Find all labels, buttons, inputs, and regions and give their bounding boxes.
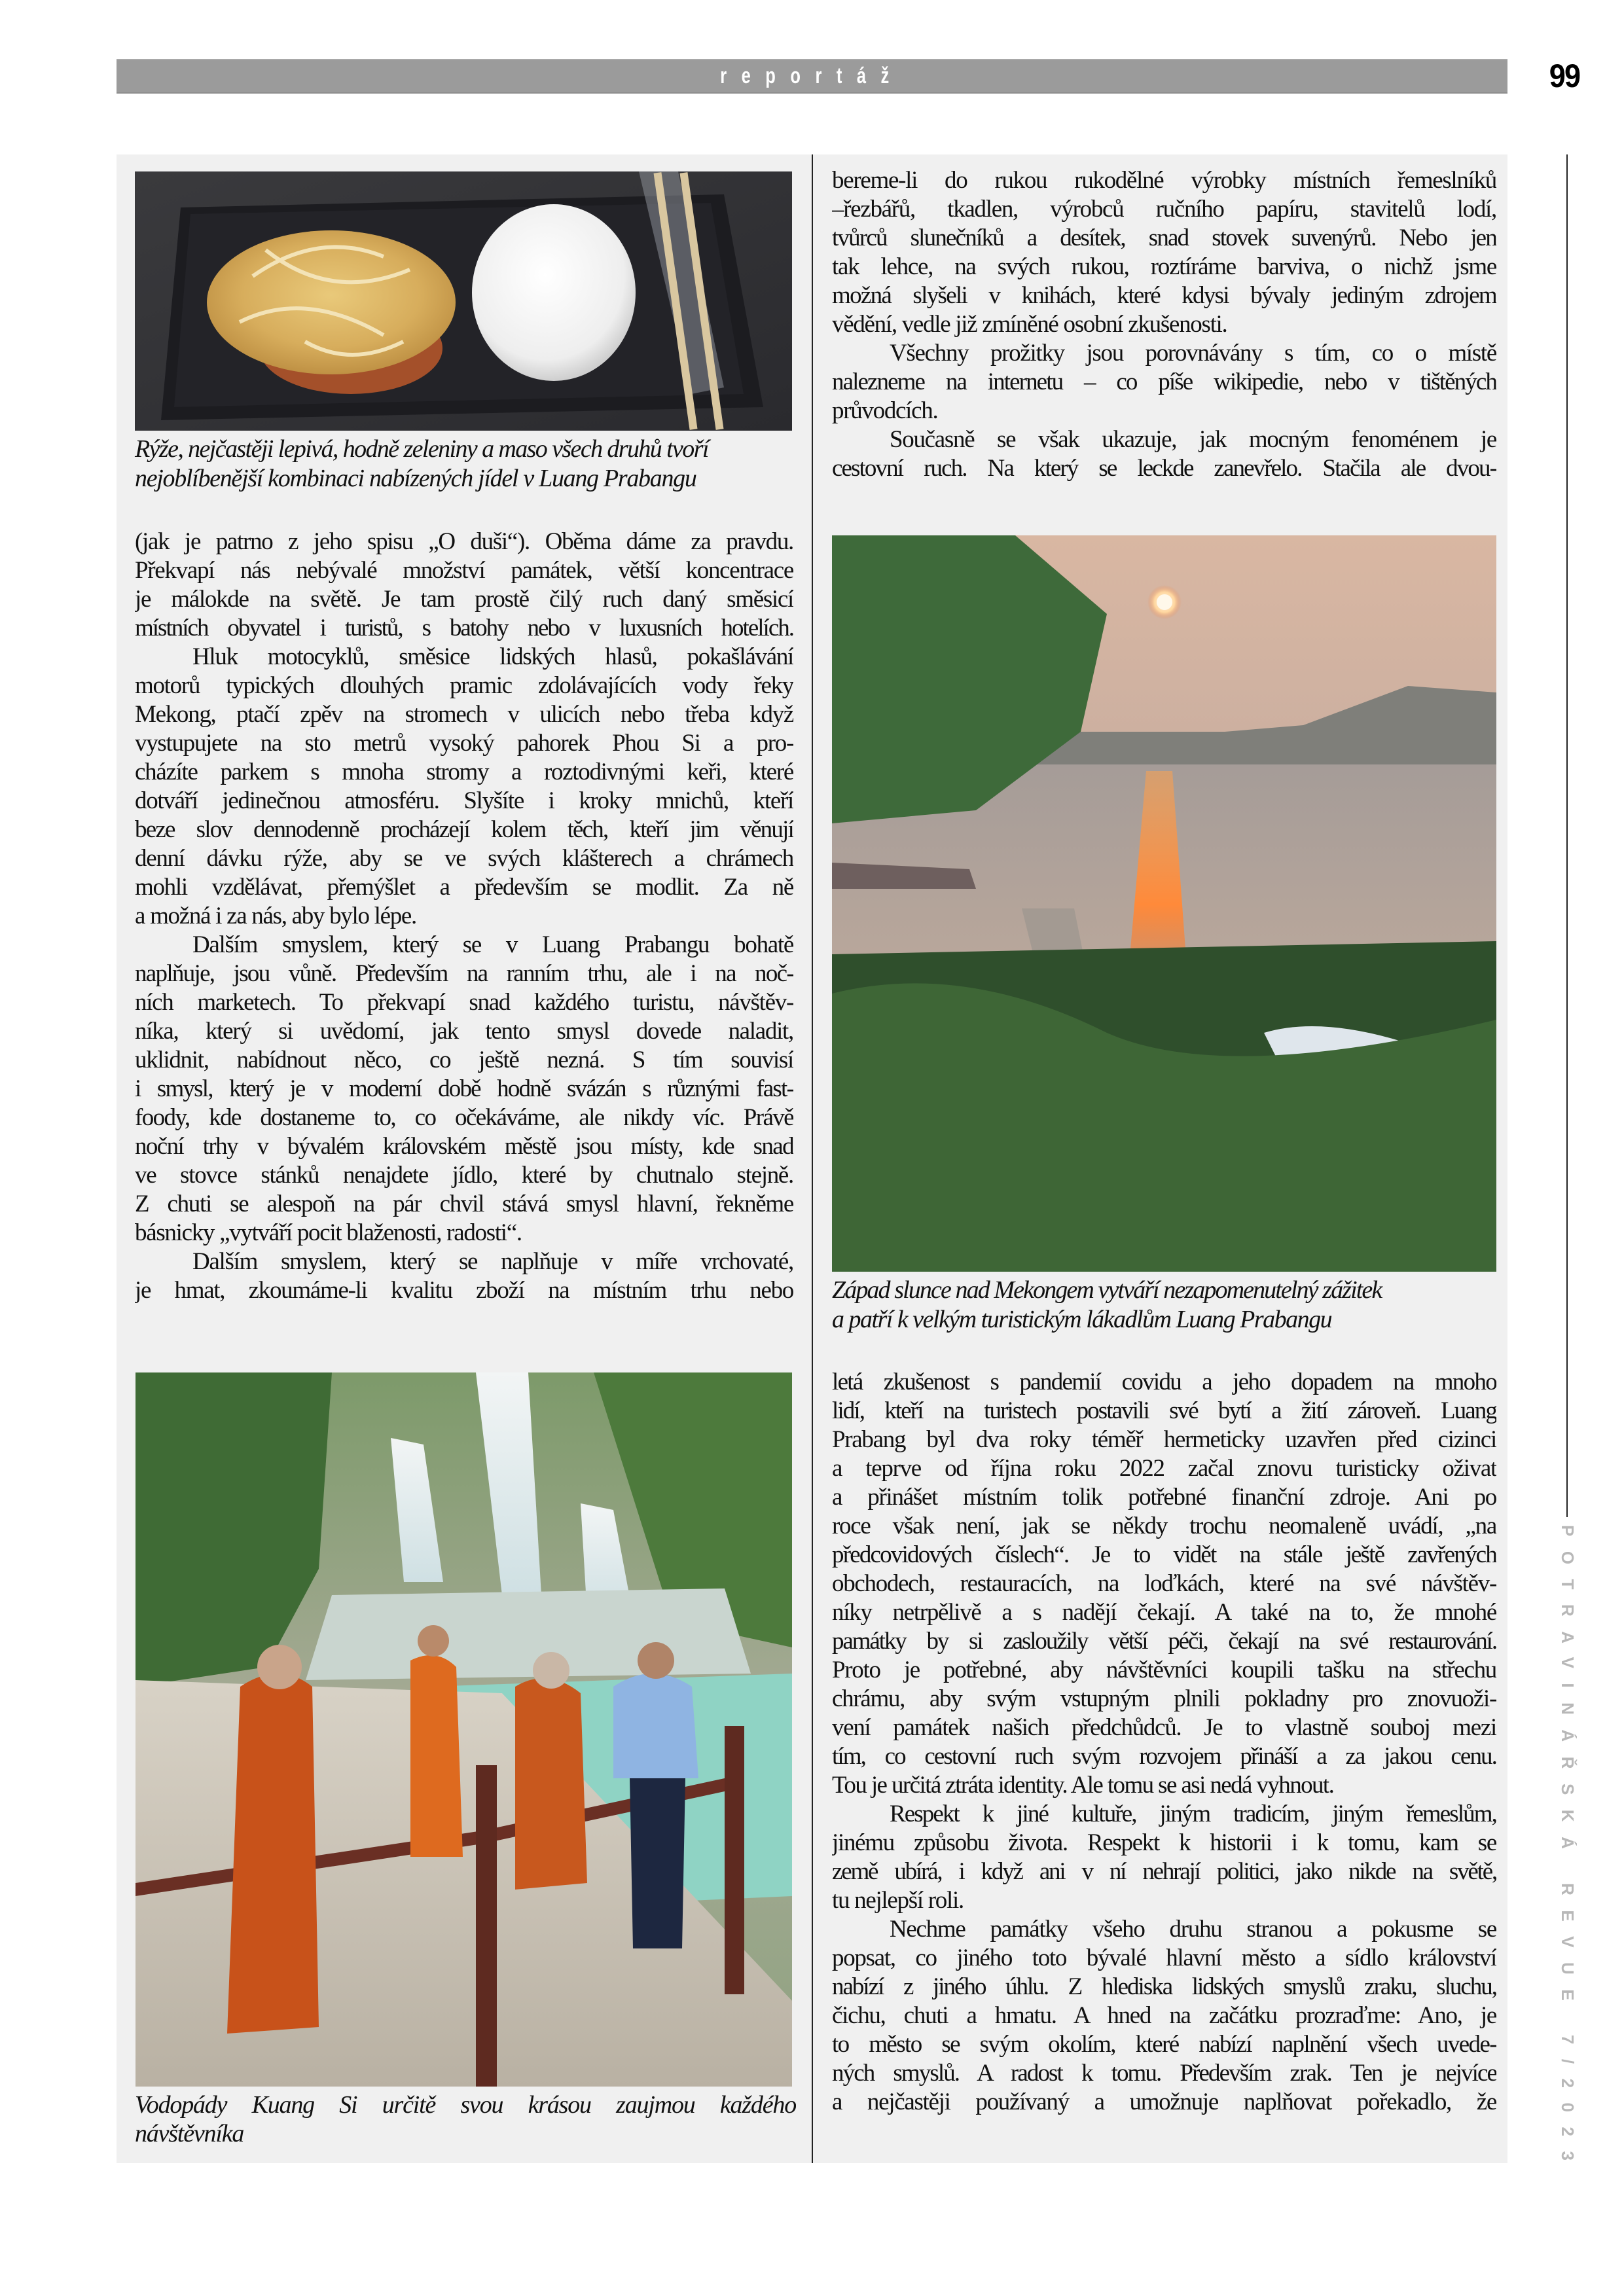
text-line: roce však není, jak se někdy trochu neomaleně uvádí, „na — [832, 1513, 1496, 1539]
text-line: tvůrců slunečníků a desítek, snad stovek suvenýrů. Nebo jen — [832, 224, 1496, 251]
text-line: foody, kde dostaneme to, co očekáváme, ale nikdy víc. Právě — [135, 1104, 793, 1131]
text-line: jinému způsobu života. Respekt k historii i k tomu, kam se — [832, 1829, 1496, 1856]
magazine-issue-label: POTRAVINÁŘSKÁ REVUE 7/2023 — [1558, 1525, 1578, 2176]
text-line: –řezbářů, tkadlen, výrobců ručního papíru, stavitelů lodí, — [832, 196, 1496, 223]
page-number: 99 — [1549, 58, 1580, 94]
text-line: Dalším smyslem, který se naplňuje v míře vrchovaté, — [192, 1248, 793, 1275]
text-line: Respekt k jiné kultuře, jiným tradicím, jiným řemeslům, — [890, 1801, 1496, 1827]
text-line: Nechme památky všeho druhu stranou a pokusme se — [890, 1916, 1496, 1943]
section-title: reportáž — [720, 63, 904, 88]
text-line: lidí, kteří na turistech postavili své bytí a žití zároveň. Luang — [832, 1397, 1496, 1424]
text-line: Proto je potřebné, aby návštěvníci koupili tašku na střechu — [832, 1657, 1496, 1683]
food-photo — [135, 171, 792, 431]
text-line: země ubírá, i když ani v ní nehrají politici, jako nikde na světě, — [832, 1858, 1496, 1885]
text-line: ních marketech. To překvapí snad každého turistu, návštěv- — [135, 989, 793, 1016]
text-line: vení památek našich předchůdců. Je to vlastně souboj mezi — [832, 1714, 1496, 1741]
text-line: památky by si zasloužily větší péči, čekají na své restaurování. — [832, 1628, 1496, 1655]
text-line: níka, který si uvědomí, jak tento smysl dovede naladit, — [135, 1018, 793, 1045]
caption-line: Vodopády Kuang Si určitě svou krásou zaujmou každého — [135, 2091, 796, 2119]
text-line: je hmat, zkoumáme-li kvalitu zboží na místním trhu nebo — [135, 1277, 793, 1304]
text-line: Z chuti se alespoň na pár chvil stává smysl hlavní, řekněme — [135, 1191, 793, 1217]
text-line: ve stovce stánků nenajdete jídlo, které by chutnalo stejně. — [135, 1162, 793, 1189]
text-line: a nejčastěji používaný a umožnuje naplňovat pořekadlo, že — [832, 2089, 1496, 2115]
text-line: dotváří jedinečnou atmosféru. Slyšíte i kroky mnichů, kteří — [135, 787, 793, 814]
text-line: mohli vzdělávat, přemýšlet a především se modlit. Za ně — [135, 874, 793, 901]
waterfall-photo — [135, 1372, 792, 2087]
text-line: místních obyvatel i turistů, s batohy nebo v luxusních hotelích. — [135, 615, 793, 641]
caption-line: nejoblíbenější kombinaci nabízených jídel v Luang Prabangu — [135, 465, 696, 492]
text-line: letá zkušenost s pandemií covidu a jeho dopadem na mnoho — [832, 1369, 1496, 1395]
text-line: Dalším smyslem, který se v Luang Prabangu bohatě — [192, 931, 793, 958]
text-line: popsat, co jiného toto bývalé hlavní město a sídlo království — [832, 1945, 1496, 1971]
caption-line: a patří k velkým turistickým lákadlům Luang Prabangu — [832, 1306, 1332, 1333]
text-line: motorů typických dlouhých pramic zdolávajících vody řeky — [135, 672, 793, 699]
text-line: vědění, vedle již zmíněné osobní zkušenosti. — [832, 311, 1227, 338]
text-line: básnicky „vytváří pocit blaženosti, radosti“. — [135, 1219, 522, 1246]
text-line: bereme-li do rukou rukodělné výrobky místních řemeslníků — [832, 167, 1496, 194]
text-line: chrámu, aby svým vstupným plnili pokladny pro znovuoži- — [832, 1685, 1496, 1712]
text-line: Mekong, ptačí zpěv na stromech v ulicích nebo třeba když — [135, 701, 793, 728]
mekong-photo-caption — [832, 1276, 1500, 1335]
text-line: níky netrpělivě a s nadějí čekají. A také na to, že mnohé — [832, 1599, 1496, 1626]
text-line: vystupujete na sto metrů vysoký pahorek Phou Si a pro- — [135, 730, 793, 757]
column-divider — [812, 154, 813, 2163]
right-column-text-bottom — [832, 1368, 1496, 2117]
food-photo-caption — [135, 435, 796, 493]
text-line: předcovidových číslech“. Je to vidět na stále ještě zavřených — [832, 1541, 1496, 1568]
caption-line: návštěvníka — [135, 2120, 244, 2147]
text-line: to město se svým okolím, které nabízí naplnění všech uvede- — [832, 2031, 1496, 2058]
text-line: ných smyslů. A radost k tomu. Především zrak. Ten je nejvíce — [832, 2060, 1496, 2087]
text-line: je málokde na světě. Je tam prostě čilý ruch daný směsicí — [135, 586, 793, 613]
mekong-photo — [832, 535, 1496, 1272]
text-line: tím, co cestovní ruch svým rozvojem přináší a za jakou cenu. — [832, 1743, 1496, 1770]
text-line: možná slyšeli v knihách, které kdysi bývaly jediným zdrojem — [832, 282, 1496, 309]
photo-food-rice-plate-icon — [135, 171, 792, 431]
text-line: tak lehce, na svých rukou, roztíráme barviva, o nichž jsme — [832, 253, 1496, 280]
text-line: denní dávku rýže, aby se ve svých klášterech a chrámech — [135, 845, 793, 872]
text-line: noční trhy v bývalém královském městě jsou místy, kde snad — [135, 1133, 793, 1160]
text-line: a teprve od října roku 2022 začal znovu turisticky oživat — [832, 1455, 1496, 1482]
caption-line: Rýže, nejčastěji lepivá, hodně zeleniny a maso všech druhů tvoří — [135, 435, 708, 463]
text-line: tu nejlepší roli. — [832, 1887, 964, 1914]
text-line: Hluk motocyklů, směsice lidských hlasů, pokašlávání — [192, 643, 793, 670]
text-line: obchodech, restauracích, na loďkách, které na své návštěv- — [832, 1570, 1496, 1597]
text-line: (jak je patrno z jeho spisu „O duši“). Oběma dáme za pravdu. — [135, 528, 793, 555]
text-line: čichu, chuti a hmatu. A hned na začátku prozraďme: Ano, je — [832, 2002, 1496, 2029]
left-column-text — [135, 528, 793, 1305]
text-line: beze slov dennodenně procházejí kolem těch, kteří jim věnují — [135, 816, 793, 843]
text-line: i smysl, který je v moderní době hodně svázán s různými fast- — [135, 1075, 793, 1102]
text-line: uklidnit, nabídnout něco, co ještě nezná. S tím souvisí — [135, 1047, 793, 1073]
photo-kuang-si-waterfall-monks-icon — [135, 1372, 792, 2087]
text-line: a přinášet místním tolik potřebné finanční zdroje. Ani po — [832, 1484, 1496, 1511]
text-line: Tou je určitá ztráta identity. Ale tomu se asi nedá vyhnout. — [832, 1772, 1334, 1799]
text-line: průvodcích. — [832, 397, 938, 424]
text-line: Všechny prožitky jsou porovnávány s tím, co o místě — [890, 340, 1496, 367]
text-line: nalezneme na internetu – co píše wikipedie, nebo v tištěných — [832, 368, 1496, 395]
text-line: a možná i za nás, aby bylo lépe. — [135, 903, 416, 929]
caption-line: Západ slunce nad Mekongem vytváří nezapomenutelný zážitek — [832, 1276, 1382, 1304]
section-header-bar — [117, 59, 1507, 94]
text-line: Prabang byl dva roky téměř hermeticky uzavřen před cizinci — [832, 1426, 1496, 1453]
text-line: Překvapí nás nebývalé množství památek, větší koncentrace — [135, 557, 793, 584]
text-line: naplňuje, jsou vůně. Především na ranním trhu, ale i na noč- — [135, 960, 793, 987]
text-line: cházíte parkem s mnoha stromy a roztodivnými keři, které — [135, 759, 793, 785]
waterfall-photo-caption — [135, 2090, 796, 2149]
text-line: Současně se však ukazuje, jak mocným fenoménem je — [890, 426, 1496, 453]
text-line: cestovní ruch. Na který se leckde zanevřelo. Stačila ale dvou- — [832, 455, 1496, 482]
right-column-text-top — [832, 166, 1496, 483]
photo-mekong-sunset-icon — [832, 535, 1496, 1272]
text-line: nabízí z jiného úhlu. Z hlediska lidských smyslů zraku, sluchu, — [832, 1973, 1496, 2000]
sidebar-rule — [1566, 154, 1568, 1517]
